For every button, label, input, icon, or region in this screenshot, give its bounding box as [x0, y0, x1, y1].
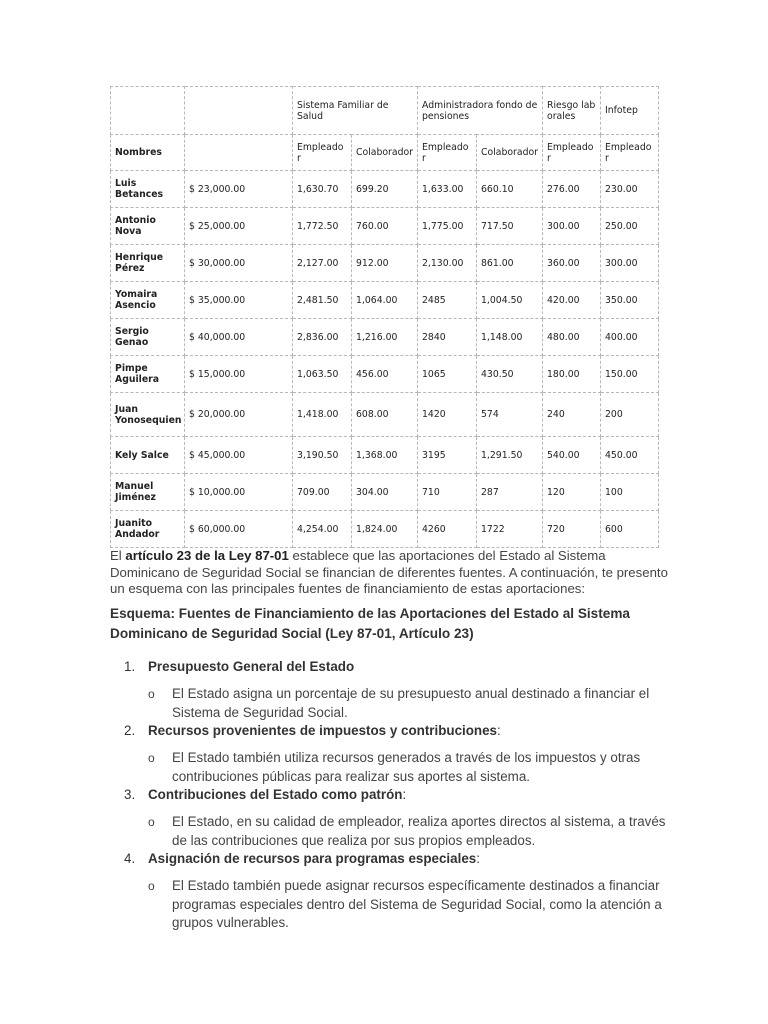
- salary-cell: $ 20,000.00: [185, 393, 293, 437]
- sfs-employer-cell: 2,481.50: [293, 282, 352, 319]
- sub-list-item: [148, 877, 668, 933]
- salary-cell: $ 40,000.00: [185, 319, 293, 356]
- sfs-collaborator-cell: 1,216.00: [352, 319, 418, 356]
- header-empleador: Empleador: [543, 135, 601, 171]
- intro-paragraph: [110, 548, 670, 598]
- infotep-cell: 350.00: [601, 282, 659, 319]
- sfs-collaborator-cell: 304.00: [352, 474, 418, 511]
- riesgo-cell: 240: [543, 393, 601, 437]
- afp-employer-cell: 2485: [418, 282, 477, 319]
- employee-name: Antonio Nova: [111, 208, 185, 245]
- header-afp: Administradora fondo de pensiones: [418, 87, 543, 135]
- table-group-header-row: [111, 87, 659, 135]
- riesgo-cell: 120: [543, 474, 601, 511]
- table-row: [111, 319, 659, 356]
- table-row: [111, 474, 659, 511]
- sfs-employer-cell: 4,254.00: [293, 511, 352, 548]
- sfs-collaborator-cell: 760.00: [352, 208, 418, 245]
- afp-employer-cell: 1420: [418, 393, 477, 437]
- employee-name: Juan Yonosequien: [111, 393, 185, 437]
- bullet-marker: o: [148, 879, 155, 893]
- header-colaborador: Colaborador: [352, 135, 418, 171]
- table-row: [111, 437, 659, 474]
- item-number: 3.: [124, 787, 136, 802]
- header-empleador: Empleador: [293, 135, 352, 171]
- item-description: El Estado también utiliza recursos generados a través de los impuestos y otras contribuciones públicas para realizar sus aportes al sistema.: [172, 750, 641, 784]
- salary-cell: $ 23,000.00: [185, 171, 293, 208]
- contributions-table: [110, 86, 659, 548]
- employee-name: Manuel Jiménez: [111, 474, 185, 511]
- header-colaborador: Colaborador: [477, 135, 543, 171]
- bullet-marker: o: [148, 687, 155, 701]
- item-title: Recursos provenientes de impuestos y contribuciones: [148, 723, 497, 738]
- riesgo-cell: 360.00: [543, 245, 601, 282]
- afp-employer-cell: 3195: [418, 437, 477, 474]
- employee-name: Juanito Andador: [111, 511, 185, 548]
- item-title: Contribuciones del Estado como patrón: [148, 787, 403, 802]
- employee-name: Sergio Genao: [111, 319, 185, 356]
- afp-collaborator-cell: 1722: [477, 511, 543, 548]
- table-row: [111, 245, 659, 282]
- salary-cell: $ 15,000.00: [185, 356, 293, 393]
- item-suffix: :: [402, 787, 407, 802]
- table-row: [111, 171, 659, 208]
- afp-employer-cell: 2840: [418, 319, 477, 356]
- sfs-employer-cell: 1,063.50: [293, 356, 352, 393]
- header-cell: [185, 135, 293, 171]
- item-description: El Estado asigna un porcentaje de su presupuesto anual destinado a financiar el Sistema de Seguridad Social.: [172, 686, 650, 720]
- salary-cell: $ 60,000.00: [185, 511, 293, 548]
- infotep-cell: 450.00: [601, 437, 659, 474]
- header-cell: [111, 87, 185, 135]
- infotep-cell: 300.00: [601, 245, 659, 282]
- infotep-cell: 250.00: [601, 208, 659, 245]
- salary-cell: $ 30,000.00: [185, 245, 293, 282]
- law-reference: artículo 23 de la Ley 87-01: [125, 548, 289, 563]
- list-item: [124, 722, 664, 740]
- header-empleador: Empleador: [418, 135, 477, 171]
- afp-employer-cell: 1,775.00: [418, 208, 477, 245]
- afp-employer-cell: 2,130.00: [418, 245, 477, 282]
- infotep-cell: 100: [601, 474, 659, 511]
- sfs-collaborator-cell: 1,368.00: [352, 437, 418, 474]
- list-item: [124, 786, 664, 804]
- afp-collaborator-cell: 287: [477, 474, 543, 511]
- bullet-marker: o: [148, 815, 155, 829]
- item-number: 1.: [124, 659, 136, 674]
- header-sfs: Sistema Familiar de Salud: [293, 87, 418, 135]
- salary-cell: $ 25,000.00: [185, 208, 293, 245]
- sfs-employer-cell: 2,127.00: [293, 245, 352, 282]
- salary-cell: $ 45,000.00: [185, 437, 293, 474]
- sfs-employer-cell: 1,772.50: [293, 208, 352, 245]
- sfs-collaborator-cell: 699.20: [352, 171, 418, 208]
- header-cell: [185, 87, 293, 135]
- infotep-cell: 200: [601, 393, 659, 437]
- intro-text: El: [110, 548, 126, 563]
- header-empleador: Empleador: [601, 135, 659, 171]
- header-infotep: Infotep: [601, 87, 659, 135]
- employee-name: Yomaira Asencio: [111, 282, 185, 319]
- employee-name: Kely Salce: [111, 437, 185, 474]
- afp-employer-cell: 1,633.00: [418, 171, 477, 208]
- sub-list-item: [148, 685, 668, 722]
- header-riesgo: Riesgo laborales: [543, 87, 601, 135]
- afp-collaborator-cell: 660.10: [477, 171, 543, 208]
- employee-name: Henrique Pérez: [111, 245, 185, 282]
- sfs-collaborator-cell: 1,824.00: [352, 511, 418, 548]
- afp-employer-cell: 1065: [418, 356, 477, 393]
- sfs-employer-cell: 1,418.00: [293, 393, 352, 437]
- item-title: Presupuesto General del Estado: [148, 659, 355, 674]
- riesgo-cell: 276.00: [543, 171, 601, 208]
- infotep-cell: 150.00: [601, 356, 659, 393]
- riesgo-cell: 540.00: [543, 437, 601, 474]
- riesgo-cell: 300.00: [543, 208, 601, 245]
- item-number: 4.: [124, 851, 136, 866]
- afp-collaborator-cell: 1,291.50: [477, 437, 543, 474]
- afp-collaborator-cell: 1,004.50: [477, 282, 543, 319]
- sfs-employer-cell: 3,190.50: [293, 437, 352, 474]
- item-title: Asignación de recursos para programas especiales: [148, 851, 477, 866]
- table-row: [111, 356, 659, 393]
- afp-employer-cell: 4260: [418, 511, 477, 548]
- sfs-collaborator-cell: 608.00: [352, 393, 418, 437]
- sfs-employer-cell: 709.00: [293, 474, 352, 511]
- item-suffix: :: [476, 851, 480, 866]
- infotep-cell: 600: [601, 511, 659, 548]
- item-description: El Estado también puede asignar recursos específicamente destinados a financiar programas especiales dentro del Sistema de Seguridad Social, como la atención a grupos vulnerables.: [172, 878, 662, 930]
- scheme-heading: Esquema: Fuentes de Financiamiento de las Aportaciones del Estado al Sistema Dominicano de Seguridad Social (Ley 87-01, Artículo 23): [110, 606, 630, 641]
- afp-collaborator-cell: 717.50: [477, 208, 543, 245]
- riesgo-cell: 720: [543, 511, 601, 548]
- afp-collaborator-cell: 861.00: [477, 245, 543, 282]
- sub-list-item: [148, 749, 668, 786]
- table-sub-header-row: [111, 135, 659, 171]
- table-row: [111, 208, 659, 245]
- intro-text: establece que las aportaciones del Estado al Sistema Dominicano de Seguridad Social se financian de diferentes fuentes. A continuación, te presento un esquema con las principales fuentes de financiamiento de estas aportaciones:: [110, 548, 668, 596]
- afp-collaborator-cell: 430.50: [477, 356, 543, 393]
- sfs-collaborator-cell: 912.00: [352, 245, 418, 282]
- afp-collaborator-cell: 1,148.00: [477, 319, 543, 356]
- sfs-collaborator-cell: 1,064.00: [352, 282, 418, 319]
- infotep-cell: 400.00: [601, 319, 659, 356]
- salary-cell: $ 10,000.00: [185, 474, 293, 511]
- sfs-employer-cell: 1,630.70: [293, 171, 352, 208]
- riesgo-cell: 420.00: [543, 282, 601, 319]
- sfs-collaborator-cell: 456.00: [352, 356, 418, 393]
- table-row: [111, 393, 659, 437]
- infotep-cell: 230.00: [601, 171, 659, 208]
- item-suffix: :: [497, 723, 501, 738]
- afp-employer-cell: 710: [418, 474, 477, 511]
- riesgo-cell: 480.00: [543, 319, 601, 356]
- item-number: 2.: [124, 723, 136, 738]
- bullet-marker: o: [148, 751, 155, 765]
- sfs-employer-cell: 2,836.00: [293, 319, 352, 356]
- item-description: El Estado, en su calidad de empleador, realiza aportes directos al sistema, a través de las contribuciones que realiza por sus propios empleados.: [172, 814, 666, 848]
- table-row: [111, 282, 659, 319]
- list-item: [124, 658, 664, 676]
- riesgo-cell: 180.00: [543, 356, 601, 393]
- table-body: [111, 171, 659, 548]
- afp-collaborator-cell: 574: [477, 393, 543, 437]
- sub-list-item: [148, 813, 668, 850]
- employee-name: Luis Betances: [111, 171, 185, 208]
- salary-cell: $ 35,000.00: [185, 282, 293, 319]
- header-nombres: Nombres: [111, 135, 185, 171]
- table-row: [111, 511, 659, 548]
- list-item: [124, 850, 664, 868]
- employee-name: Pimpe Aguilera: [111, 356, 185, 393]
